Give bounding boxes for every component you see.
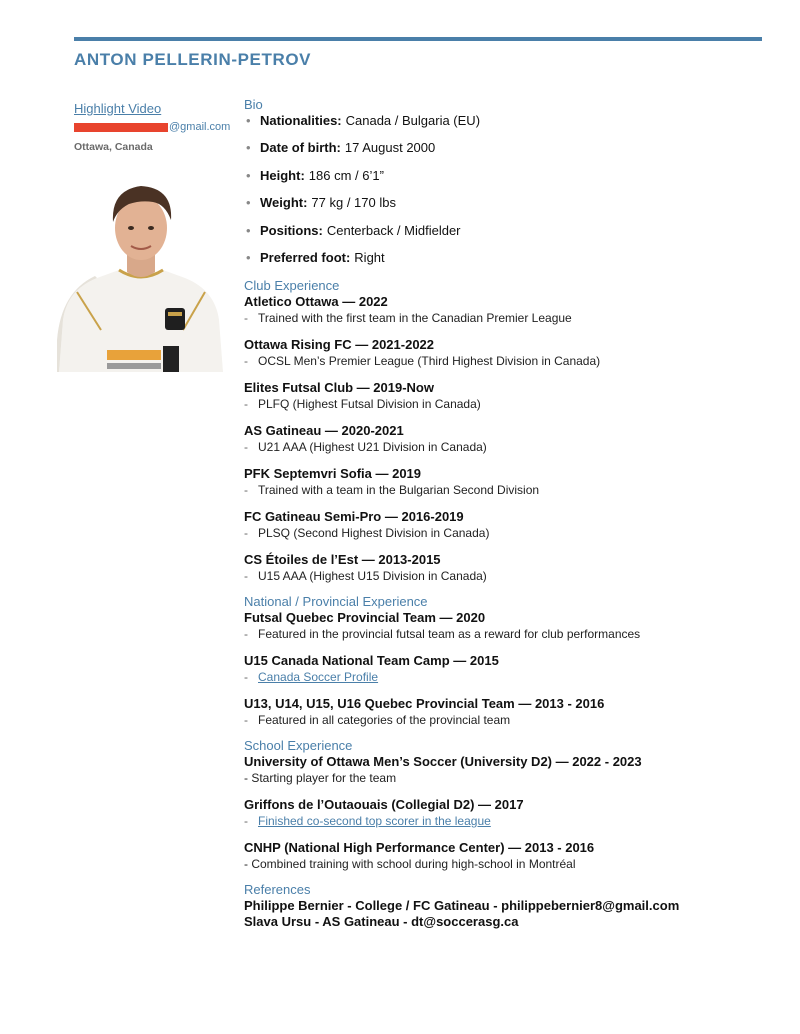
bullet-icon: • <box>246 222 251 238</box>
entry-line: - PLSQ (Second Highest Division in Canada) <box>244 525 490 540</box>
highlight-video-link[interactable]: Highlight Video <box>74 101 162 116</box>
club-heading: Club Experience <box>244 277 340 293</box>
page-title: ANTON PELLERIN-PETROV <box>74 50 312 69</box>
location: Ottawa, Canada <box>74 141 153 153</box>
bio-item: • Date of birth: 17 August 2000 <box>246 140 436 156</box>
national-heading: National / Provincial Experience <box>244 593 428 609</box>
entry-line: - Canada Soccer Profile <box>244 669 379 684</box>
email-suffix[interactable]: @gmail.com <box>169 121 231 133</box>
entry-title: Elites Futsal Club — 2019-Now <box>244 379 434 395</box>
bio-heading: Bio <box>244 97 263 112</box>
entry-title: U15 Canada National Team Camp — 2015 <box>244 652 499 668</box>
bio-item: • Height: 186 cm / 6’1” <box>246 167 384 183</box>
bullet-icon: • <box>246 249 251 265</box>
bio-item: • Positions: Centerback / Midfielder <box>246 222 461 238</box>
player-photo <box>57 180 225 372</box>
club-entry <box>244 380 774 412</box>
bullet-icon: • <box>246 113 251 128</box>
bullet-icon: • <box>246 140 251 156</box>
entry-line: - U21 AAA (Highest U21 Division in Canada) <box>244 439 487 454</box>
national-entry <box>244 653 774 685</box>
entry-title: CNHP (National High Performance Center) — 2013 - 2016 <box>244 839 595 855</box>
entry-line: - PLFQ (Highest Futsal Division in Canada) <box>244 396 481 411</box>
top-scorer-link[interactable]: Finished co-second top scorer in the league <box>258 813 491 828</box>
entry-title: CS Étoiles de l’Est — 2013-2015 <box>244 551 441 567</box>
header-rule <box>74 37 762 41</box>
reference-line: Slava Ursu - AS Gatineau - dt@soccerasg.ca <box>244 913 519 929</box>
entry-title: FC Gatineau Semi-Pro — 2016-2019 <box>244 508 464 524</box>
entry-line: - OCSL Men’s Premier League (Third Highest Division in Canada) <box>244 353 601 368</box>
bio-item: • Nationalities: Canada / Bulgaria (EU) <box>246 113 481 128</box>
school-entry <box>244 840 774 872</box>
bullet-icon: • <box>246 167 251 183</box>
main-column <box>244 97 774 930</box>
entry-title: Griffons de l’Outaouais (Collegial D2) — 2017 <box>244 796 524 812</box>
school-entry <box>244 797 774 829</box>
entry-title: Futsal Quebec Provincial Team — 2020 <box>244 609 486 625</box>
bullet-icon: • <box>246 195 251 211</box>
club-entry <box>244 466 774 498</box>
reference-line: Philippe Bernier - College / FC Gatineau - philippebernier8@gmail.com <box>244 897 680 913</box>
email-row <box>74 120 234 134</box>
school-entry <box>244 754 774 786</box>
entry-line: - Finished co-second top scorer in the league <box>244 813 491 828</box>
entry-line: - Featured in the provincial futsal team as a reward for club performances <box>244 626 641 641</box>
email-redaction <box>74 123 168 132</box>
entry-title: Ottawa Rising FC — 2021-2022 <box>244 336 435 352</box>
bio-list <box>244 113 774 266</box>
entry-line: - Trained with the first team in the Canadian Premier League <box>244 310 572 325</box>
club-entry <box>244 509 774 541</box>
entry-title: PFK Septemvri Sofia — 2019 <box>244 465 422 481</box>
player-photo-illustration <box>57 180 225 372</box>
entry-title: University of Ottawa Men’s Soccer (University D2) — 2022 - 2023 <box>244 753 642 769</box>
bio-item: • Preferred foot: Right <box>246 249 385 265</box>
entry-line: - Combined training with school during high-school in Montréal <box>244 856 576 871</box>
entry-title: AS Gatineau — 2020-2021 <box>244 422 404 438</box>
entry-title: Atletico Ottawa — 2022 <box>244 293 388 309</box>
national-entry <box>244 696 774 728</box>
entry-line: - U15 AAA (Highest U15 Division in Canada) <box>244 568 487 583</box>
contact-column <box>74 101 234 153</box>
entry-title: U13, U14, U15, U16 Quebec Provincial Team — 2013 - 2016 <box>244 695 605 711</box>
school-heading: School Experience <box>244 737 353 753</box>
club-entry <box>244 423 774 455</box>
entry-line: - Trained with a team in the Bulgarian Second Division <box>244 482 540 497</box>
entry-line: - Starting player for the team <box>244 770 397 785</box>
club-entry <box>244 337 774 369</box>
national-entry <box>244 610 774 642</box>
bio-item: • Weight: 77 kg / 170 lbs <box>246 195 396 211</box>
club-entry <box>244 294 774 326</box>
canada-soccer-profile-link[interactable]: Canada Soccer Profile <box>258 669 379 684</box>
references-heading: References <box>244 881 311 897</box>
entry-line: - Featured in all categories of the provincial team <box>244 712 511 727</box>
club-entry <box>244 552 774 584</box>
